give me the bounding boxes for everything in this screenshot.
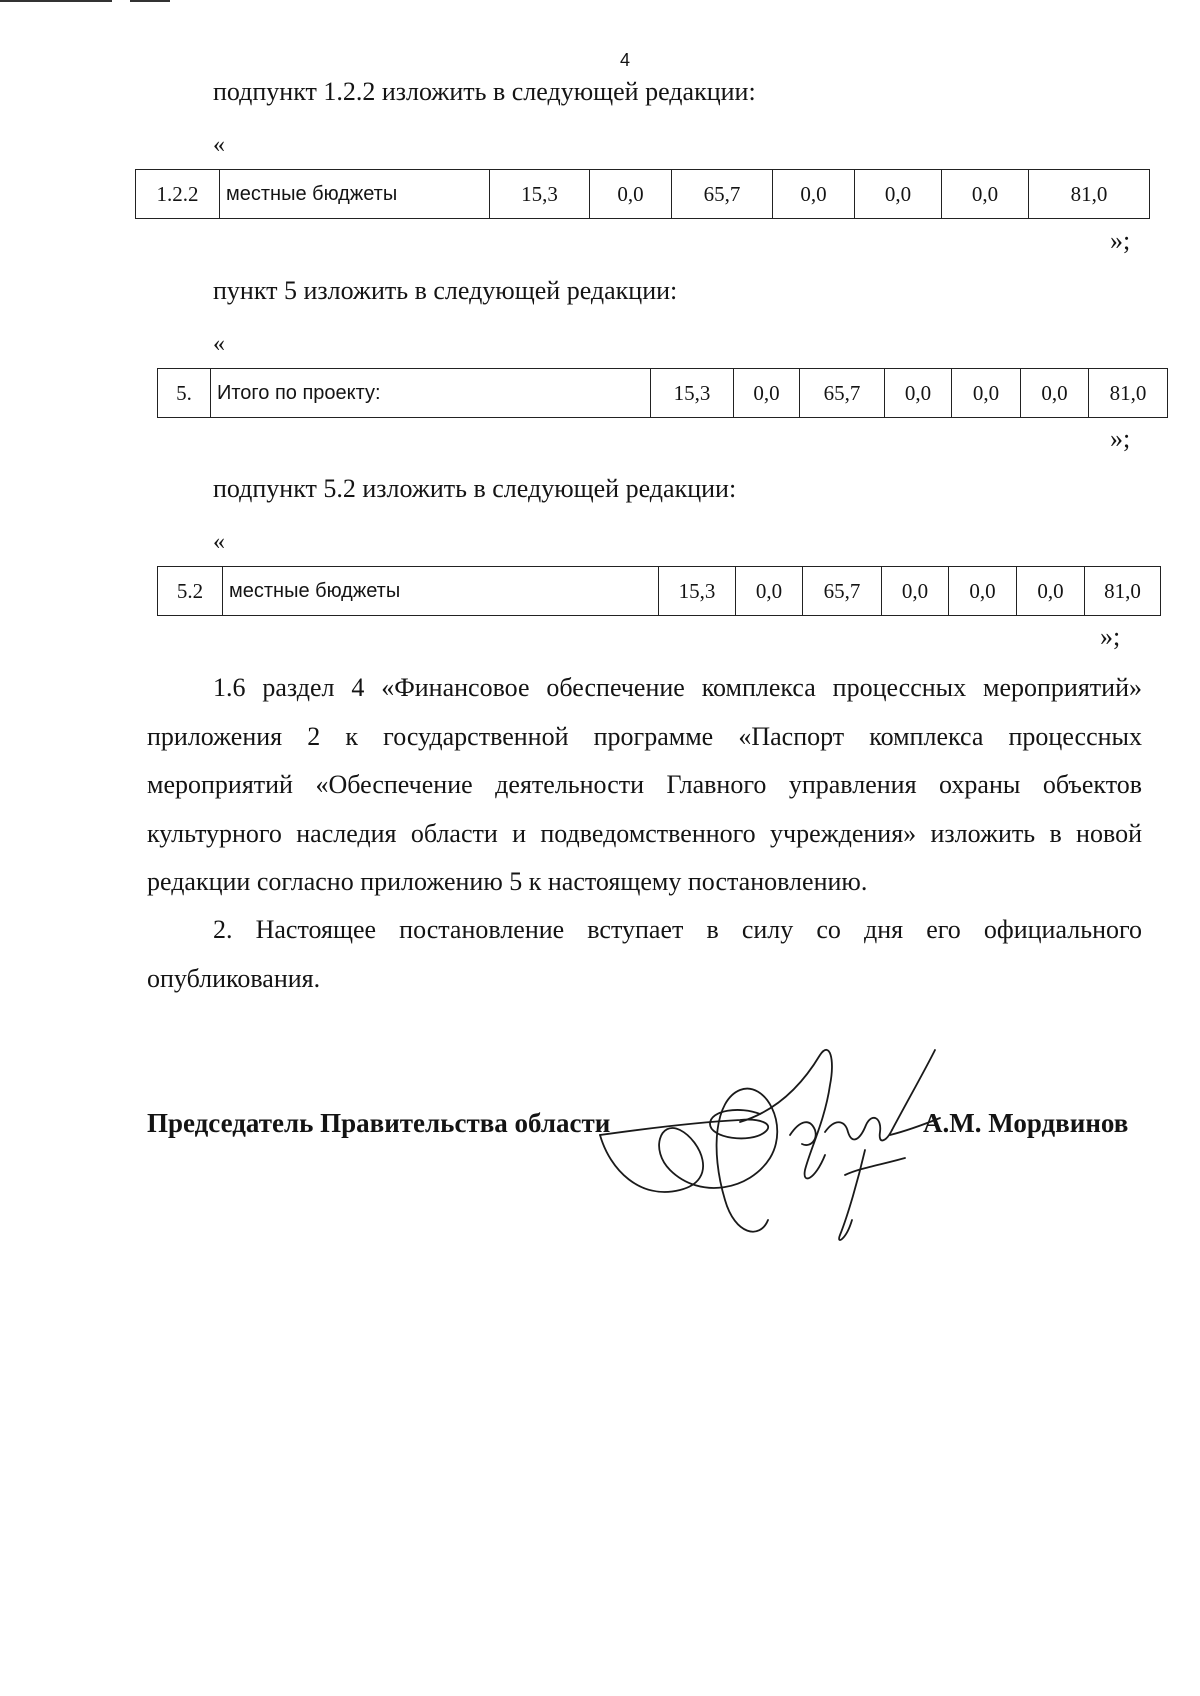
- table-row: [158, 369, 1168, 418]
- row-code: 5.2: [158, 567, 223, 616]
- value-cell: 0,0: [736, 567, 803, 616]
- quote-close-3: »;: [1100, 622, 1121, 651]
- instruction-5: пункт 5 изложить в следующей редакции:: [213, 276, 678, 305]
- handwritten-signature-icon: [590, 1040, 950, 1250]
- paragraph-2: 2. Настоящее постановление вступает в силу со дня его официального опубликования.: [147, 915, 1142, 993]
- row-name: Итого по проекту:: [211, 369, 651, 418]
- signatory-name: А.М. Мордвинов: [923, 1108, 1129, 1138]
- instruction-5-2: подпункт 5.2 изложить в следующей редакции:: [213, 474, 737, 503]
- paragraph-1-6: 1.6 раздел 4 «Финансовое обеспечение комплекса процессных мероприятий» приложения 2 к государственной программе «Паспорт комплекса процессных мероприятий «Обеспечение деятельности Главного управления охраны объектов культурного наследия области и подведомственного учреждения» изложить в новой редакции согласно приложению 5 к настоящему постановлению.: [147, 673, 1142, 896]
- page-number: 4: [620, 50, 631, 70]
- value-cell: 0,0: [885, 369, 952, 418]
- quote-close-2: »;: [1110, 424, 1131, 453]
- row-name: местные бюджеты: [220, 170, 490, 219]
- quote-open-2: «: [213, 331, 225, 357]
- table-row: [158, 567, 1161, 616]
- value-cell: 0,0: [942, 170, 1029, 219]
- row-name: местные бюджеты: [223, 567, 659, 616]
- finance-table-5-2: [157, 566, 1161, 616]
- value-cell: 0,0: [949, 567, 1017, 616]
- value-cell: 65,7: [803, 567, 882, 616]
- table-row: [136, 170, 1150, 219]
- quote-open-1: «: [213, 132, 225, 158]
- value-cell: 0,0: [773, 170, 855, 219]
- value-cell: 65,7: [800, 369, 885, 418]
- value-cell: 15,3: [659, 567, 736, 616]
- value-cell: 0,0: [590, 170, 672, 219]
- row-code: 5.: [158, 369, 211, 418]
- signatory-position: Председатель Правительства области: [147, 1108, 611, 1138]
- value-cell: 15,3: [651, 369, 734, 418]
- value-cell: 0,0: [1017, 567, 1085, 616]
- finance-table-5: [157, 368, 1168, 418]
- value-cell: 81,0: [1089, 369, 1168, 418]
- value-cell: 0,0: [855, 170, 942, 219]
- value-cell: 15,3: [490, 170, 590, 219]
- value-cell: 0,0: [734, 369, 800, 418]
- value-cell: 0,0: [1021, 369, 1089, 418]
- value-cell: 81,0: [1029, 170, 1150, 219]
- finance-table-1-2-2: [135, 169, 1150, 219]
- quote-close-1: »;: [1110, 226, 1131, 255]
- value-cell: 0,0: [882, 567, 949, 616]
- instruction-1-2-2: подпункт 1.2.2 изложить в следующей редакции:: [213, 77, 756, 106]
- value-cell: 0,0: [952, 369, 1021, 418]
- row-code: 1.2.2: [136, 170, 220, 219]
- scan-edge-mark: [0, 0, 180, 3]
- value-cell: 81,0: [1085, 567, 1161, 616]
- value-cell: 65,7: [672, 170, 773, 219]
- quote-open-3: «: [213, 529, 225, 555]
